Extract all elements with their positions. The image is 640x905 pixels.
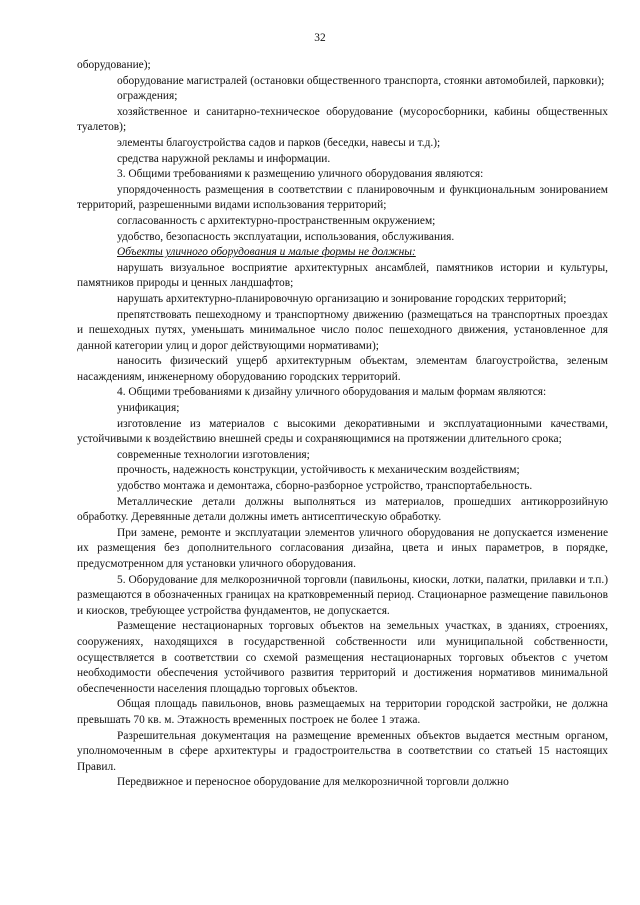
paragraph-text: Передвижное и переносное оборудование для мелкорозничной торговли должно	[117, 776, 509, 789]
paragraph-text: Металлические детали должны выполняться из материалов, прошедших антикоррозийную обработку. Деревянные детали должны иметь антисептическую обработку.	[77, 495, 608, 524]
paragraph-text: нарушать визуальное восприятие архитектурных ансамблей, памятников истории и культуры, памятников природы и ценных ландшафтов;	[77, 261, 608, 290]
paragraph-text: наносить физический ущерб архитектурным объектам, элементам благоустройства, зеленым насаждениям, инженерному оборудованию городских территорий.	[77, 355, 608, 383]
paragraph	[77, 417, 608, 448]
paragraph	[77, 495, 608, 526]
paragraph-text: упорядоченность размещения в соответствии с планировочным и функциональным зонированием территорий, разрешенными видами использования территорий;	[77, 183, 608, 212]
paragraph-text: хозяйственное и санитарно-техническое оборудование (мусоросборники, кабины общественных туалетов);	[77, 105, 608, 134]
paragraph-text: Размещение нестационарных торговых объектов на земельных участках, в зданиях, строениях, сооружениях, находящихся в государственной собственности или муниципальной собственности, осуществляется в соответствии со схемой размещения нестационарных торговых объектов с учетом необходимости обеспечения устойчивого развития территорий и достижения нормативов минимальной обеспеченности населения площадью торговых объектов.	[77, 620, 608, 695]
paragraph-text: Разрешительная документация на размещение временных объектов выдается местным органом, уполномоченным в сфере архитектуры и градостроительства в соответствии со статьей 15 настоящих Правил.	[77, 729, 608, 773]
paragraph	[77, 74, 608, 90]
paragraph-text: нарушать архитектурно-планировочную организацию и зонирование городских территорий;	[117, 292, 567, 305]
paragraph	[77, 183, 608, 214]
paragraph	[77, 261, 608, 292]
paragraph-text: средства наружной рекламы и информации.	[117, 152, 331, 165]
paragraph	[77, 619, 608, 697]
paragraph	[77, 136, 608, 152]
paragraph-text: Общая площадь павильонов, вновь размещаемых на территории городской застройки, не должна превышать 70 кв. м. Этажность временных построек не более 1 этажа.	[77, 698, 608, 726]
paragraph	[77, 292, 608, 308]
paragraph	[77, 152, 608, 168]
paragraph-text: оборудование магистралей (остановки общественного транспорта, стоянки автомобилей, парковки);	[117, 74, 605, 87]
document-body	[77, 58, 608, 791]
paragraph	[77, 89, 608, 105]
paragraph	[77, 245, 608, 261]
paragraph	[77, 214, 608, 230]
paragraph-text: изготовление из материалов с высокими декоративными и эксплуатационными качествами, устойчивыми к воздействию внешней среды и сохраняющимися на протяжении длительного срока;	[77, 417, 608, 446]
paragraph	[77, 775, 608, 791]
paragraph	[77, 167, 608, 183]
paragraph-text: элементы благоустройства садов и парков (беседки, навесы и т.д.);	[117, 136, 441, 149]
paragraph	[77, 573, 608, 620]
paragraph	[77, 58, 608, 74]
paragraph	[77, 308, 608, 355]
paragraph	[77, 105, 608, 136]
paragraph	[77, 401, 608, 417]
paragraph-text: удобство монтажа и демонтажа, сборно-разборное устройство, транспортабельность.	[117, 480, 533, 493]
paragraph-text: унификация;	[117, 402, 180, 415]
paragraph-text: Объекты уличного оборудования и малые формы не должны:	[117, 246, 416, 259]
paragraph-text: 5. Оборудование для мелкорозничной торговли (павильоны, киоски, лотки, палатки, прилавки и т.п.) размещаются в обозначенных границах на кратковременный период. Стационарное размещение павильонов и киосков, требующее устройства фундаментов, не допускается.	[77, 573, 608, 617]
paragraph	[77, 385, 608, 401]
paragraph-text: оборудование);	[77, 59, 151, 71]
paragraph-text: современные технологии изготовления;	[117, 448, 310, 461]
paragraph-text: При замене, ремонте и эксплуатации элементов уличного оборудования не допускается изменение их размещения без дополнительного согласования дизайна, цвета и иных параметров, в порядке, предусмотренном для установки уличного оборудования.	[77, 526, 608, 570]
page-number: 32	[314, 32, 326, 44]
paragraph	[77, 354, 608, 385]
paragraph	[77, 463, 608, 479]
paragraph	[77, 526, 608, 573]
paragraph	[77, 729, 608, 776]
paragraph	[77, 448, 608, 464]
paragraph-text: 4. Общими требованиями к дизайну уличного оборудования и малым формам являются:	[117, 386, 547, 399]
paragraph-text: 3. Общими требованиями к размещению уличного оборудования являются:	[117, 168, 484, 181]
paragraph-text: прочность, надежность конструкции, устойчивость к механическим воздействиям;	[117, 464, 520, 477]
paragraph-text: удобство, безопасность эксплуатации, использования, обслуживания.	[117, 230, 455, 243]
paragraph-text: согласованность с архитектурно-пространственным окружением;	[117, 214, 436, 227]
paragraph-text: препятствовать пешеходному и транспортному движению (размещаться на транспортных проездах и пешеходных путях, уменьшать минимальное число полос пешеходного движения, установленное для данной категории улиц и дорог действующими нормативами);	[77, 308, 608, 352]
paragraph	[77, 230, 608, 246]
paragraph	[77, 479, 608, 495]
paragraph-text: ограждения;	[117, 90, 178, 103]
paragraph	[77, 697, 608, 728]
